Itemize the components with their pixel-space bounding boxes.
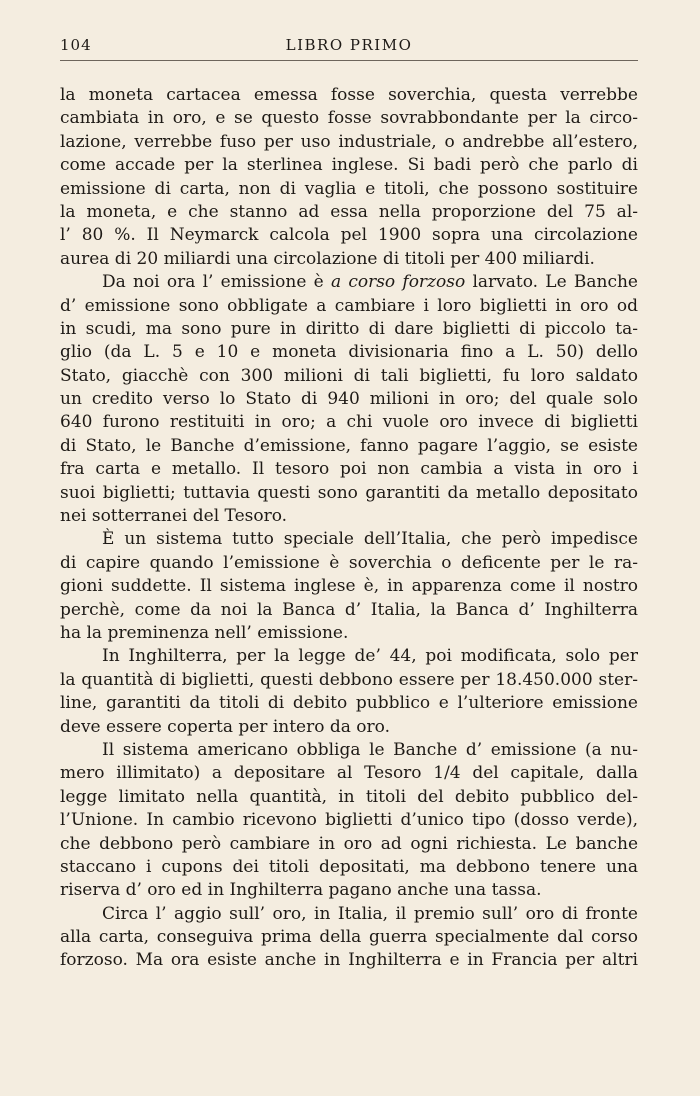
- text-line: emissione di carta, non di vaglia e titoli, che possono sostituire: [60, 178, 638, 199]
- text-line: suoi biglietti; tuttavia questi sono garantiti da metallo depositato: [60, 482, 638, 503]
- text-line: In Inghilterra, per la legge de’ 44, poi modificata, solo per: [102, 646, 638, 667]
- text-line: mero illimitato) a depositare al Tesoro 1/4 del capitale, dalla: [60, 763, 638, 784]
- text-line: nei sotterranei del Tesoro.: [60, 506, 288, 527]
- italic-phrase: a corso forzoso: [330, 272, 466, 293]
- text-line: aurea di 20 miliardi una circolazione di titoli per 400 miliardi.: [60, 248, 595, 269]
- text-line: in scudi, ma sono pure in diritto di dare biglietti di piccolo ta-: [60, 318, 638, 339]
- text-line: 640 furono restituiti in oro; a chi vuole oro invece di biglietti: [60, 412, 638, 433]
- text-line: Circa l’ aggio sull’ oro, in Italia, il premio sull’ oro di fronte: [102, 903, 638, 924]
- page-header: [60, 36, 638, 61]
- text-line: È un sistema tutto speciale dell’Italia, che però impedisce: [102, 529, 638, 550]
- text-line: la quantità di biglietti, questi debbono essere per 18.450.000 ster-: [60, 669, 638, 690]
- text-line: fra carta e metallo. Il tesoro poi non cambia a vista in oro i: [60, 459, 638, 480]
- text-line: deve essere coperta per intero da oro.: [60, 716, 391, 737]
- text-line: perchè, come da noi la Banca d’ Italia, la Banca d’ Inghilterra: [60, 599, 638, 620]
- text-line: di capire quando l’emissione è soverchia o deficente per le ra-: [60, 552, 638, 573]
- text-line: la moneta cartacea emessa fosse soverchia, questa verrebbe: [60, 85, 638, 105]
- text-line: forzoso. Ma ora esiste anche in Inghilterra e in Francia per altri: [60, 950, 638, 971]
- text-line: ha la preminenza nell’ emissione.: [60, 622, 349, 643]
- text-line: Il sistema americano obbliga le Banche d’ emissione (a nu-: [102, 739, 638, 760]
- text-line: cambiata in oro, e se questo fosse sovrabbondante per la circo-: [60, 108, 638, 129]
- text-line: [60, 271, 638, 294]
- body-text: [60, 84, 638, 973]
- text-line: come accade per la sterlinea inglese. Si badi però che parlo di: [60, 155, 638, 176]
- text-line: legge limitato nella quantità, in titoli del debito pubblico del-: [60, 786, 638, 807]
- text-line: line, garantiti da titoli di debito pubblico e l’ulteriore emissione: [60, 693, 638, 714]
- text-line: che debbono però cambiare in oro ad ogni richiesta. Le banche: [60, 833, 638, 854]
- text-line: un credito verso lo Stato di 940 milioni in oro; del quale solo: [60, 389, 638, 410]
- text-line: l’ 80 %. Il Neymarck calcola pel 1900 sopra una circolazione: [60, 225, 638, 246]
- running-title: LIBRO PRIMO: [285, 36, 413, 54]
- text-line: riserva d’ oro ed in Inghilterra pagano anche una tassa.: [60, 880, 542, 901]
- text-line: alla carta, conseguiva prima della guerra specialmente dal corso: [60, 927, 638, 948]
- text-line: l’Unione. In cambio ricevono biglietti d’unico tipo (dosso verde),: [60, 810, 638, 831]
- text-line: lazione, verrebbe fuso per uso industriale, o andrebbe all’estero,: [60, 131, 638, 152]
- text-line: staccano i cupons dei titoli depositati, ma debbono tenere una: [60, 856, 638, 877]
- text-line-part: larvato. Le Banche: [465, 272, 638, 293]
- page-number: 104: [60, 36, 92, 54]
- text-line: gioni suddette. Il sistema inglese è, in apparenza come il nostro: [60, 576, 638, 597]
- text-line: Stato, giacchè con 300 milioni di tali biglietti, fu loro saldato: [60, 365, 638, 386]
- text-line-part: Da noi ora l’ emissione è: [102, 272, 331, 293]
- text-line: glio (da L. 5 e 10 e moneta divisionaria fino a L. 50) dello: [60, 342, 638, 363]
- text-line: d’ emissione sono obbligate a cambiare i loro biglietti in oro od: [60, 295, 638, 316]
- text-line: di Stato, le Banche d’emissione, fanno pagare l’aggio, se esiste: [60, 435, 638, 456]
- text-line: la moneta, e che stanno ad essa nella proporzione del 75 al-: [60, 201, 638, 222]
